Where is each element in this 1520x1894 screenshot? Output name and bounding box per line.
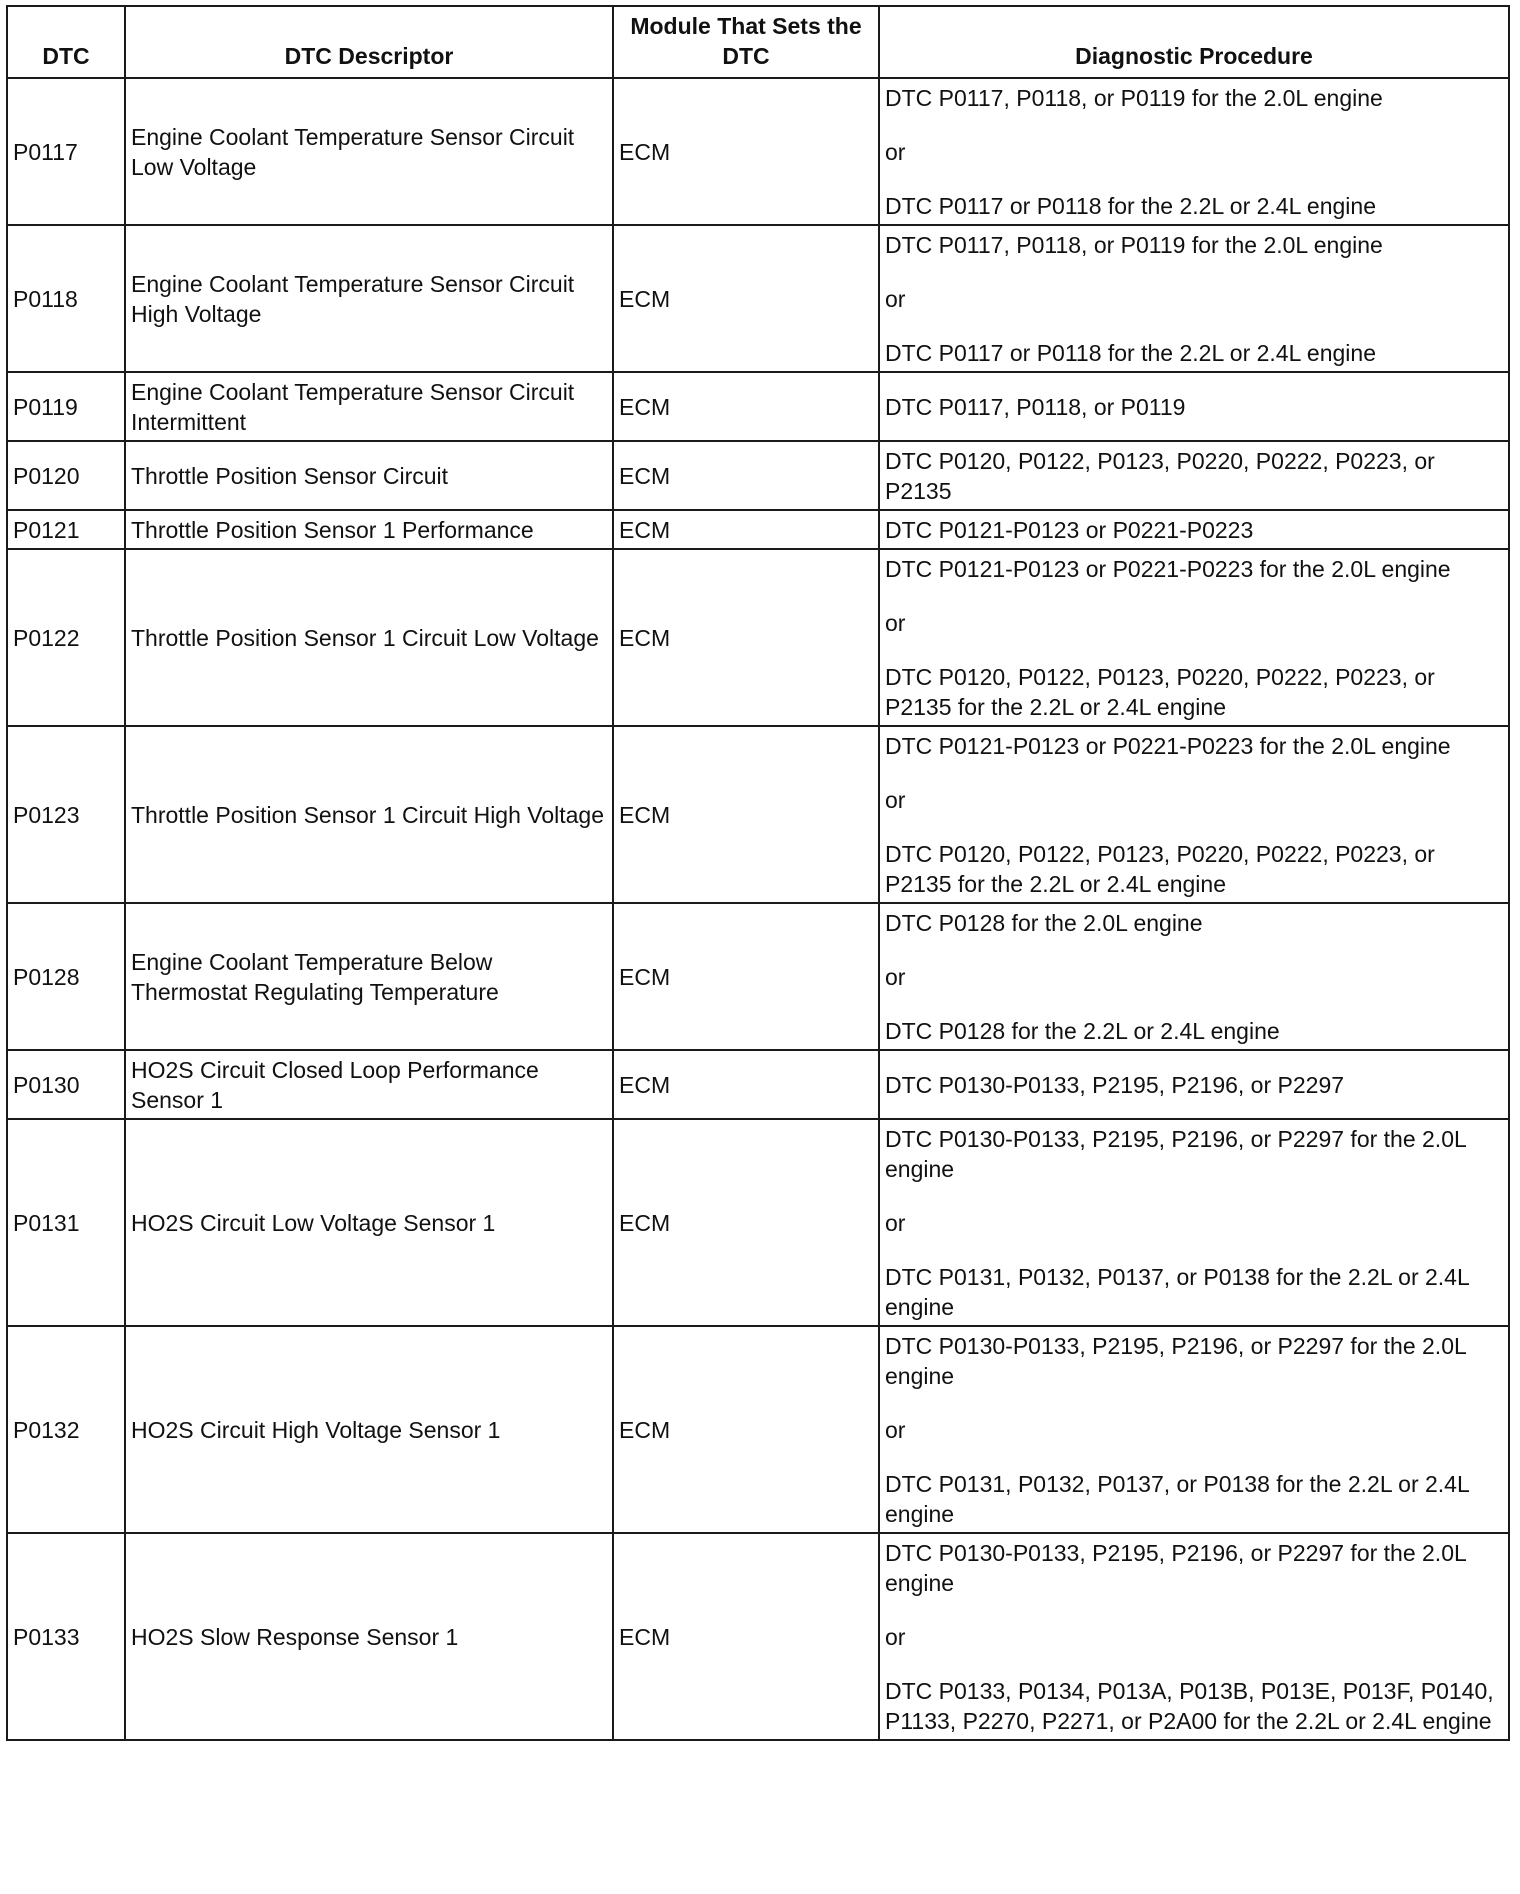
dtc-code: P0117	[7, 78, 125, 225]
procedure-text: DTC P0128 for the 2.2L or 2.4L engine	[885, 1018, 1280, 1044]
table-header	[7, 6, 1509, 78]
table-row	[7, 1050, 1509, 1119]
procedure-text: DTC P0117, P0118, or P0119	[885, 394, 1186, 420]
procedure-text: DTC P0130-P0133, P2195, P2196, or P2297	[885, 1072, 1345, 1098]
table-row	[7, 225, 1509, 372]
diagnostic-procedure	[879, 510, 1509, 549]
diagnostic-procedure	[879, 1326, 1509, 1533]
dtc-descriptor: HO2S Slow Response Sensor 1	[125, 1533, 613, 1740]
dtc-module: ECM	[613, 1326, 879, 1533]
header-row	[7, 6, 1509, 78]
dtc-module: ECM	[613, 1119, 879, 1326]
dtc-module: ECM	[613, 549, 879, 726]
procedure-or-separator: or	[885, 964, 906, 990]
procedure-text: DTC P0130-P0133, P2195, P2196, or P2297 for the 2.0L engine	[885, 1333, 1466, 1389]
dtc-descriptor: HO2S Circuit Closed Loop Performance Sensor 1	[125, 1050, 613, 1119]
dtc-code: P0128	[7, 903, 125, 1050]
header-procedure: Diagnostic Procedure	[879, 6, 1509, 78]
procedure-text: DTC P0117, P0118, or P0119 for the 2.0L engine	[885, 85, 1383, 111]
dtc-descriptor: Engine Coolant Temperature Below Thermostat Regulating Temperature	[125, 903, 613, 1050]
dtc-module: ECM	[613, 726, 879, 903]
dtc-descriptor: Engine Coolant Temperature Sensor Circuit Low Voltage	[125, 78, 613, 225]
dtc-module: ECM	[613, 1533, 879, 1740]
procedure-or-separator: or	[885, 610, 906, 636]
dtc-module: ECM	[613, 510, 879, 549]
dtc-code: P0133	[7, 1533, 125, 1740]
dtc-table	[6, 5, 1510, 1741]
dtc-code: P0132	[7, 1326, 125, 1533]
diagnostic-procedure	[879, 1050, 1509, 1119]
procedure-text: DTC P0121-P0123 or P0221-P0223 for the 2.0L engine	[885, 556, 1451, 582]
dtc-descriptor: Throttle Position Sensor 1 Performance	[125, 510, 613, 549]
diagnostic-procedure	[879, 549, 1509, 726]
procedure-text: DTC P0120, P0122, P0123, P0220, P0222, P0223, or P2135 for the 2.2L or 2.4L engine	[885, 664, 1435, 720]
procedure-text: DTC P0121-P0123 or P0221-P0223	[885, 517, 1254, 543]
procedure-text: DTC P0131, P0132, P0137, or P0138 for the 2.2L or 2.4L engine	[885, 1471, 1469, 1527]
table-row	[7, 1326, 1509, 1533]
procedure-text: DTC P0121-P0123 or P0221-P0223 for the 2.0L engine	[885, 733, 1451, 759]
dtc-descriptor: Throttle Position Sensor 1 Circuit High Voltage	[125, 726, 613, 903]
procedure-text: DTC P0117 or P0118 for the 2.2L or 2.4L engine	[885, 193, 1376, 219]
diagnostic-procedure	[879, 1533, 1509, 1740]
dtc-table-container	[6, 5, 1508, 1741]
dtc-descriptor: Engine Coolant Temperature Sensor Circuit Intermittent	[125, 372, 613, 441]
header-dtc: DTC	[7, 6, 125, 78]
table-row	[7, 78, 1509, 225]
procedure-text: DTC P0130-P0133, P2195, P2196, or P2297 for the 2.0L engine	[885, 1540, 1466, 1596]
dtc-module: ECM	[613, 225, 879, 372]
procedure-text: DTC P0120, P0122, P0123, P0220, P0222, P0223, or P2135 for the 2.2L or 2.4L engine	[885, 841, 1435, 897]
diagnostic-procedure	[879, 78, 1509, 225]
dtc-descriptor: HO2S Circuit High Voltage Sensor 1	[125, 1326, 613, 1533]
dtc-code: P0130	[7, 1050, 125, 1119]
procedure-or-separator: or	[885, 787, 906, 813]
dtc-descriptor: Engine Coolant Temperature Sensor Circuit High Voltage	[125, 225, 613, 372]
procedure-text: DTC P0128 for the 2.0L engine	[885, 910, 1203, 936]
diagnostic-procedure	[879, 372, 1509, 441]
diagnostic-procedure	[879, 225, 1509, 372]
procedure-or-separator: or	[885, 286, 906, 312]
procedure-text: DTC P0131, P0132, P0137, or P0138 for the 2.2L or 2.4L engine	[885, 1264, 1469, 1320]
dtc-descriptor: Throttle Position Sensor 1 Circuit Low Voltage	[125, 549, 613, 726]
table-row	[7, 903, 1509, 1050]
dtc-code: P0122	[7, 549, 125, 726]
procedure-text: DTC P0130-P0133, P2195, P2196, or P2297 for the 2.0L engine	[885, 1126, 1466, 1182]
dtc-code: P0119	[7, 372, 125, 441]
dtc-module: ECM	[613, 78, 879, 225]
table-row	[7, 372, 1509, 441]
procedure-text: DTC P0120, P0122, P0123, P0220, P0222, P0223, or P2135	[885, 448, 1435, 504]
procedure-or-separator: or	[885, 1210, 906, 1236]
dtc-code: P0120	[7, 441, 125, 510]
diagnostic-procedure	[879, 903, 1509, 1050]
table-row	[7, 1533, 1509, 1740]
table-row	[7, 510, 1509, 549]
dtc-module: ECM	[613, 372, 879, 441]
dtc-descriptor: Throttle Position Sensor Circuit	[125, 441, 613, 510]
header-module: Module That Sets the DTC	[613, 6, 879, 78]
header-descriptor: DTC Descriptor	[125, 6, 613, 78]
dtc-module: ECM	[613, 903, 879, 1050]
dtc-code: P0121	[7, 510, 125, 549]
dtc-code: P0131	[7, 1119, 125, 1326]
dtc-code: P0123	[7, 726, 125, 903]
table-row	[7, 441, 1509, 510]
diagnostic-procedure	[879, 726, 1509, 903]
dtc-code: P0118	[7, 225, 125, 372]
procedure-or-separator: or	[885, 139, 906, 165]
procedure-or-separator: or	[885, 1624, 906, 1650]
table-row	[7, 549, 1509, 726]
dtc-module: ECM	[613, 441, 879, 510]
procedure-or-separator: or	[885, 1417, 906, 1443]
diagnostic-procedure	[879, 441, 1509, 510]
dtc-descriptor: HO2S Circuit Low Voltage Sensor 1	[125, 1119, 613, 1326]
table-body	[7, 78, 1509, 1740]
procedure-text: DTC P0117 or P0118 for the 2.2L or 2.4L engine	[885, 340, 1376, 366]
table-row	[7, 1119, 1509, 1326]
table-row	[7, 726, 1509, 903]
procedure-text: DTC P0133, P0134, P013A, P013B, P013E, P013F, P0140, P1133, P2270, P2271, or P2A00 for the 2.2L or 2.4L engine	[885, 1678, 1494, 1734]
dtc-module: ECM	[613, 1050, 879, 1119]
procedure-text: DTC P0117, P0118, or P0119 for the 2.0L engine	[885, 232, 1383, 258]
diagnostic-procedure	[879, 1119, 1509, 1326]
